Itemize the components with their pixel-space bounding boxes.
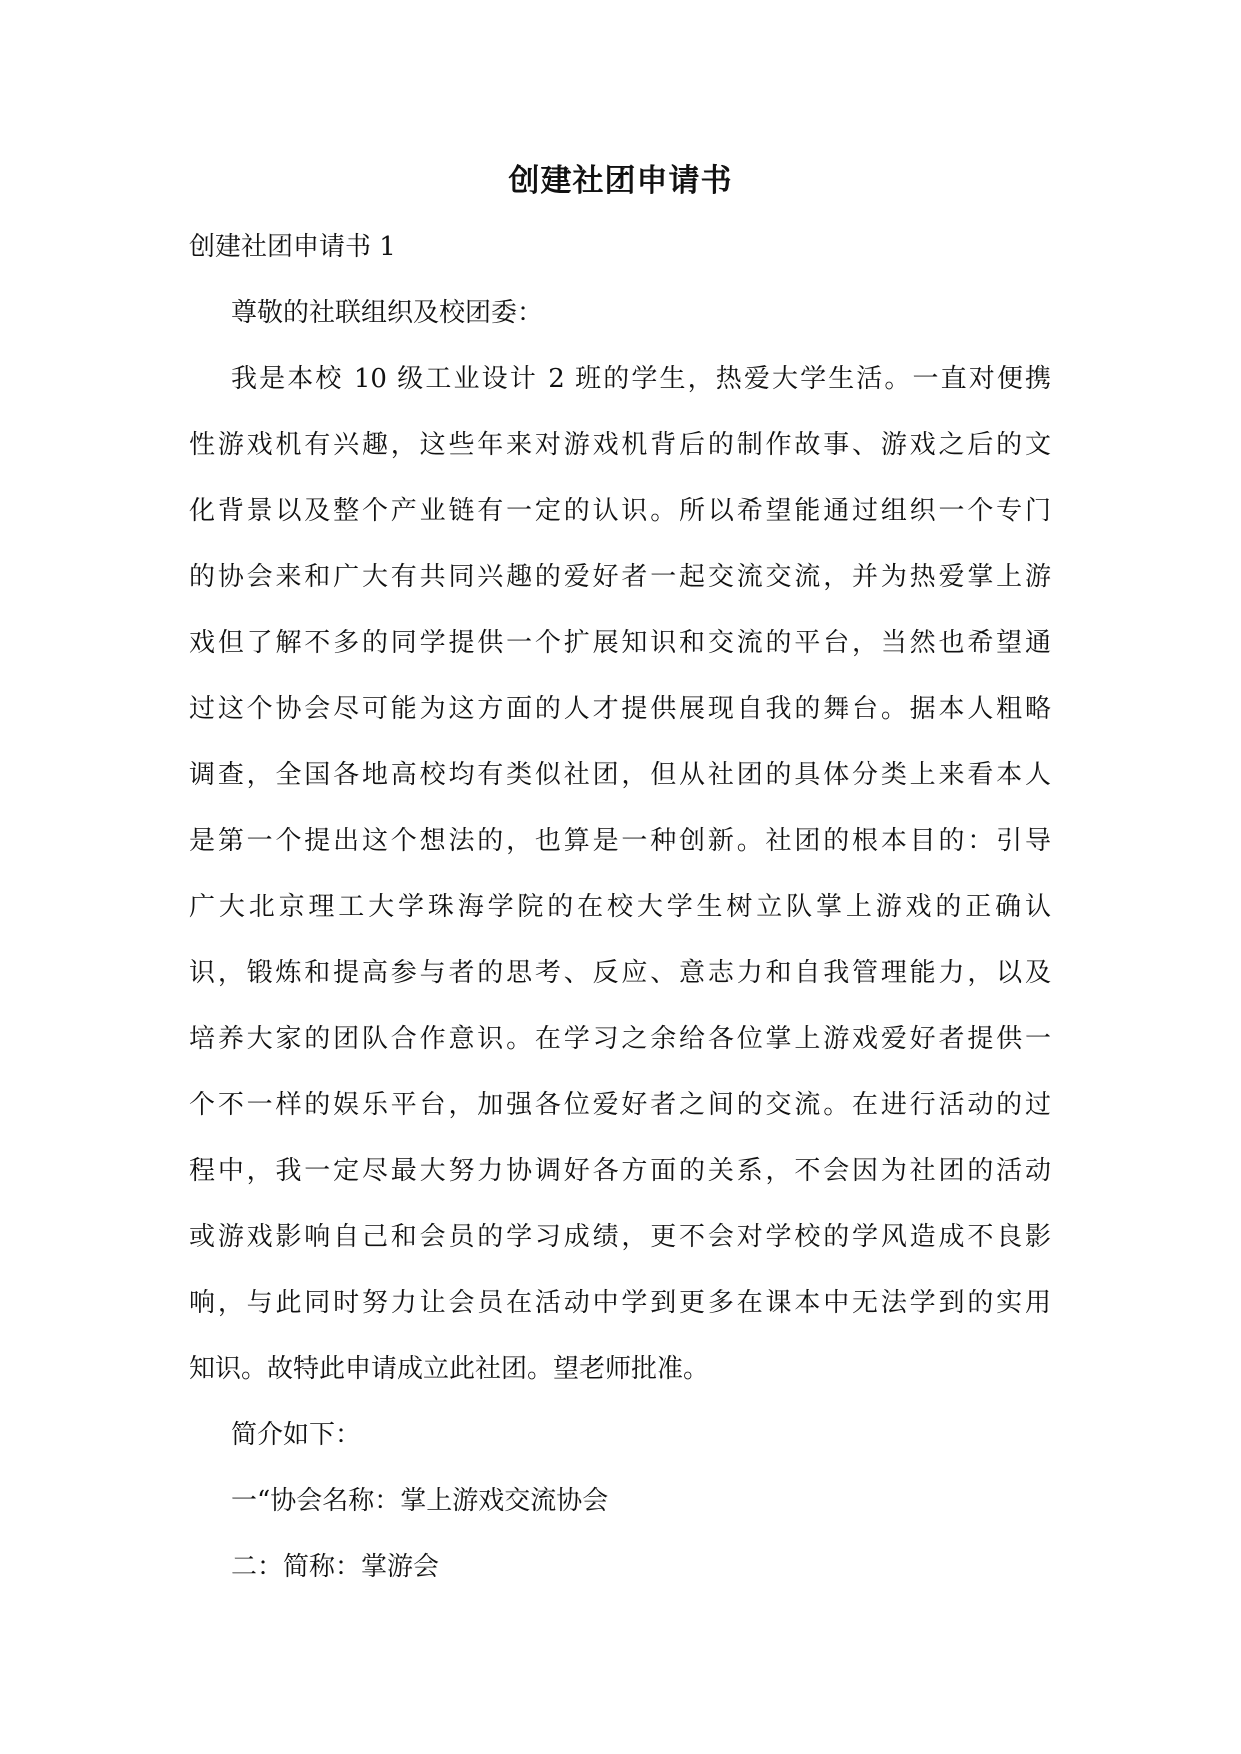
body-line: 程中，我一定尽最大努力协调好各方面的关系，不会因为社团的活动	[189, 1156, 1051, 1186]
list-item-association-name: 一“协会名称：掌上游戏交流协会	[231, 1486, 609, 1516]
body-line: 调查，全国各地高校均有类似社团，但从社团的具体分类上来看本人	[189, 760, 1051, 790]
document-subtitle: 创建社团申请书 1	[189, 232, 396, 262]
intro-heading: 简介如下：	[231, 1420, 362, 1450]
body-line: 培养大家的团队合作意识。在学习之余给各位掌上游戏爱好者提供一	[189, 1024, 1051, 1054]
body-line: 识，锻炼和提高参与者的思考、反应、意志力和自我管理能力，以及	[189, 958, 1051, 988]
body-line: 或游戏影响自己和会员的学习成绩，更不会对学校的学风造成不良影	[189, 1222, 1051, 1252]
body-line: 性游戏机有兴趣，这些年来对游戏机背后的制作故事、游戏之后的文	[189, 430, 1051, 460]
body-line: 响，与此同时努力让会员在活动中学到更多在课本中无法学到的实用	[189, 1288, 1051, 1318]
document-title: 创建社团申请书	[508, 163, 733, 199]
body-line: 的协会来和广大有共同兴趣的爱好者一起交流交流，并为热爱掌上游	[189, 562, 1051, 592]
body-line: 我是本校 10 级工业设计 2 班的学生，热爱大学生活。一直对便携	[231, 364, 1051, 394]
salutation: 尊敬的社联组织及校团委：	[231, 298, 544, 328]
body-line: 广大北京理工大学珠海学院的在校大学生树立队掌上游戏的正确认	[189, 892, 1051, 922]
document-content	[189, 224, 1051, 1610]
body-line: 化背景以及整个产业链有一定的认识。所以希望能通过组织一个专门	[189, 496, 1051, 526]
body-line: 是第一个提出这个想法的，也算是一种创新。社团的根本目的：引导	[189, 826, 1051, 856]
list-item-abbreviation: 二：简称：掌游会	[231, 1552, 440, 1582]
body-paragraph	[189, 356, 1051, 1412]
body-line: 个不一样的娱乐平台，加强各位爱好者之间的交流。在进行活动的过	[189, 1090, 1051, 1120]
body-line: 戏但了解不多的同学提供一个扩展知识和交流的平台，当然也希望通	[189, 628, 1051, 658]
body-line: 知识。故特此申请成立此社团。望老师批准。	[189, 1354, 710, 1384]
body-line: 过这个协会尽可能为这方面的人才提供展现自我的舞台。据本人粗略	[189, 694, 1051, 724]
